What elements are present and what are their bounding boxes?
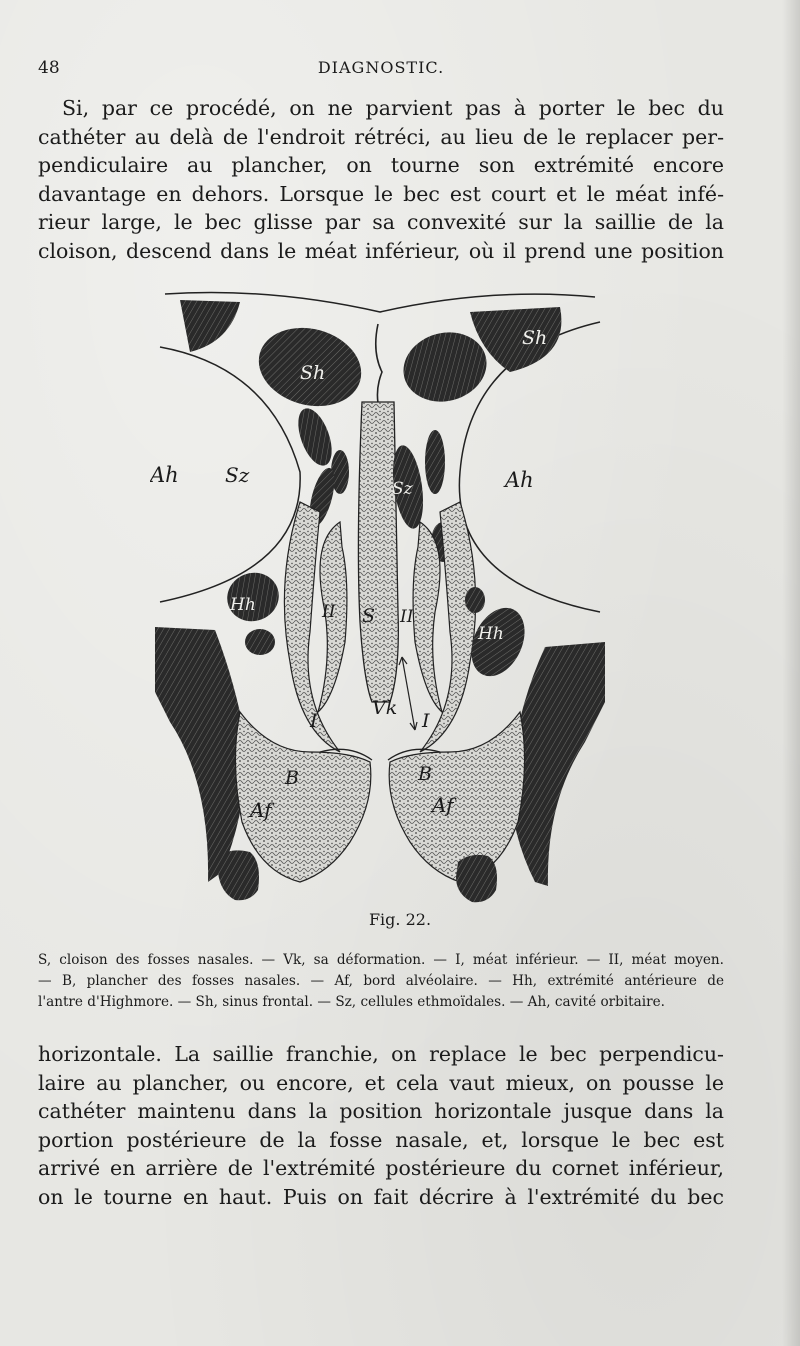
text-line: davantage en dehors. Lorsque le bec est court et le méat infé- (38, 181, 724, 206)
figure-label: Sh (522, 327, 548, 349)
figure-label: Sz (392, 479, 413, 499)
figure-label: B (418, 763, 432, 785)
figure-label: II (322, 602, 336, 622)
figure-label: B (285, 767, 299, 789)
figure-label: Ah (505, 468, 534, 492)
legend-line: — B, plancher des fosses nasales. — Af, bord alvéolaire. — Hh, extrémité antérieure de (38, 973, 724, 989)
anatomical-illustration (150, 282, 610, 912)
figure-legend (38, 950, 724, 1013)
figure-label: Sh (300, 362, 326, 384)
text-line: horizontale. La saillie franchie, on replace le bec perpendicu- (38, 1042, 724, 1066)
figure-label: Sz (225, 463, 250, 487)
text-line: cathéter au delà de l'endroit rétréci, au lieu de le replacer per- (38, 124, 724, 149)
text-line: laire au plancher, ou encore, et cela vaut mieux, on pousse le (38, 1070, 724, 1095)
text-line: cathéter maintenu dans la position horizontale jusque dans la (38, 1099, 724, 1123)
text-line: pendiculaire au plancher, on tourne son extrémité encore (38, 153, 724, 177)
figure-label: S (362, 605, 376, 627)
page-edge-shadow (782, 0, 800, 1346)
text-line: on le tourne en haut. Puis on fait décrire à l'extrémité du bec (38, 1184, 724, 1209)
figure-label: Af (432, 793, 454, 817)
legend-line: S, cloison des fosses nasales. — Vk, sa déformation. — I, méat inférieur. — II, méat moyen. (38, 952, 724, 968)
paragraph-bottom (38, 1040, 724, 1211)
figure-label: Af (250, 798, 272, 822)
figure-nasal-cross-section (150, 282, 610, 912)
running-title: DIAGNOSTIC. (317, 58, 445, 77)
paragraph-top (38, 94, 724, 265)
legend-line: l'antre d'Highmore. — Sh, sinus frontal. — Sz, cellules ethmoïdales. — Ah, cavité orbitaire. (38, 994, 665, 1010)
figure-caption: Fig. 22. (368, 910, 432, 929)
text-line: cloison, descend dans le méat inférieur, où il prend une position (38, 238, 724, 263)
figure-label: Hh (230, 595, 256, 615)
figure-label: Ah (150, 463, 179, 487)
text-line: rieur large, le bec glisse par sa convexité sur la saillie de la (38, 210, 724, 234)
page-header (38, 58, 724, 86)
text-line: Si, par ce procédé, on ne parvient pas à porter le bec du (62, 96, 724, 120)
figure-label: II (400, 607, 414, 627)
text-line: arrivé en arrière de l'extrémité postérieure du cornet inférieur, (38, 1156, 724, 1180)
figure-label: I (422, 710, 430, 732)
figure-label: Vk (372, 697, 398, 719)
figure-label: I (310, 710, 318, 732)
figure-label: Hh (478, 624, 504, 644)
page-number: 48 (38, 58, 60, 78)
text-line: portion postérieure de la fosse nasale, et, lorsque le bec est (38, 1127, 724, 1152)
